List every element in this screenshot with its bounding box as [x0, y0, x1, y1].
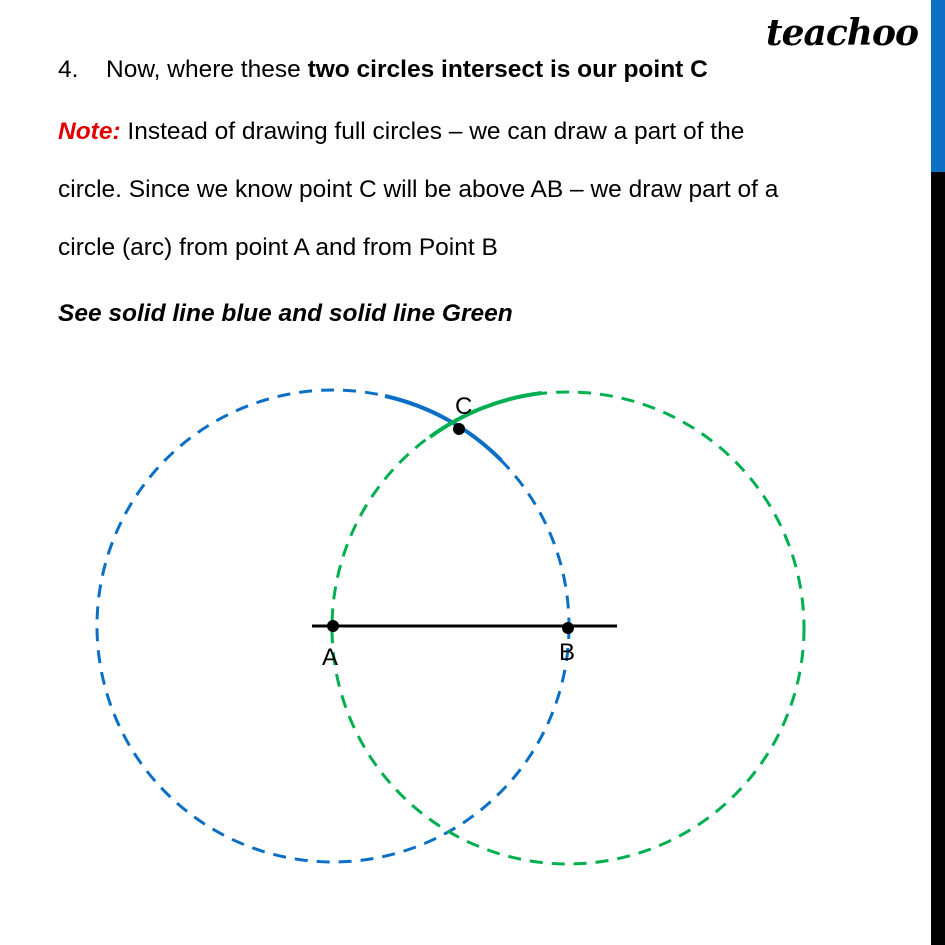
- label-b: B: [559, 639, 576, 666]
- point-c: [453, 423, 465, 435]
- note-label: Note:: [58, 118, 121, 145]
- note-line-2: circle. Since we know point C will be above AB – we draw part of a: [58, 176, 779, 203]
- see-caption: See solid line blue and solid line Green: [58, 300, 513, 327]
- teachoo-logo: teachoo: [766, 12, 918, 54]
- step-plain: Now, where these: [106, 56, 308, 83]
- point-b: [562, 622, 574, 634]
- label-c: C: [455, 393, 473, 420]
- point-a: [327, 620, 339, 632]
- green-solid-arc: [430, 393, 542, 437]
- label-a: A: [322, 644, 339, 671]
- note-line-3: circle (arc) from point A and from Point B: [58, 234, 498, 261]
- note-text-1: Instead of drawing full circles – we can draw a part of the: [120, 118, 745, 145]
- step-bold: two circles intersect is our point C: [307, 56, 708, 83]
- step-number: 4.: [58, 56, 79, 83]
